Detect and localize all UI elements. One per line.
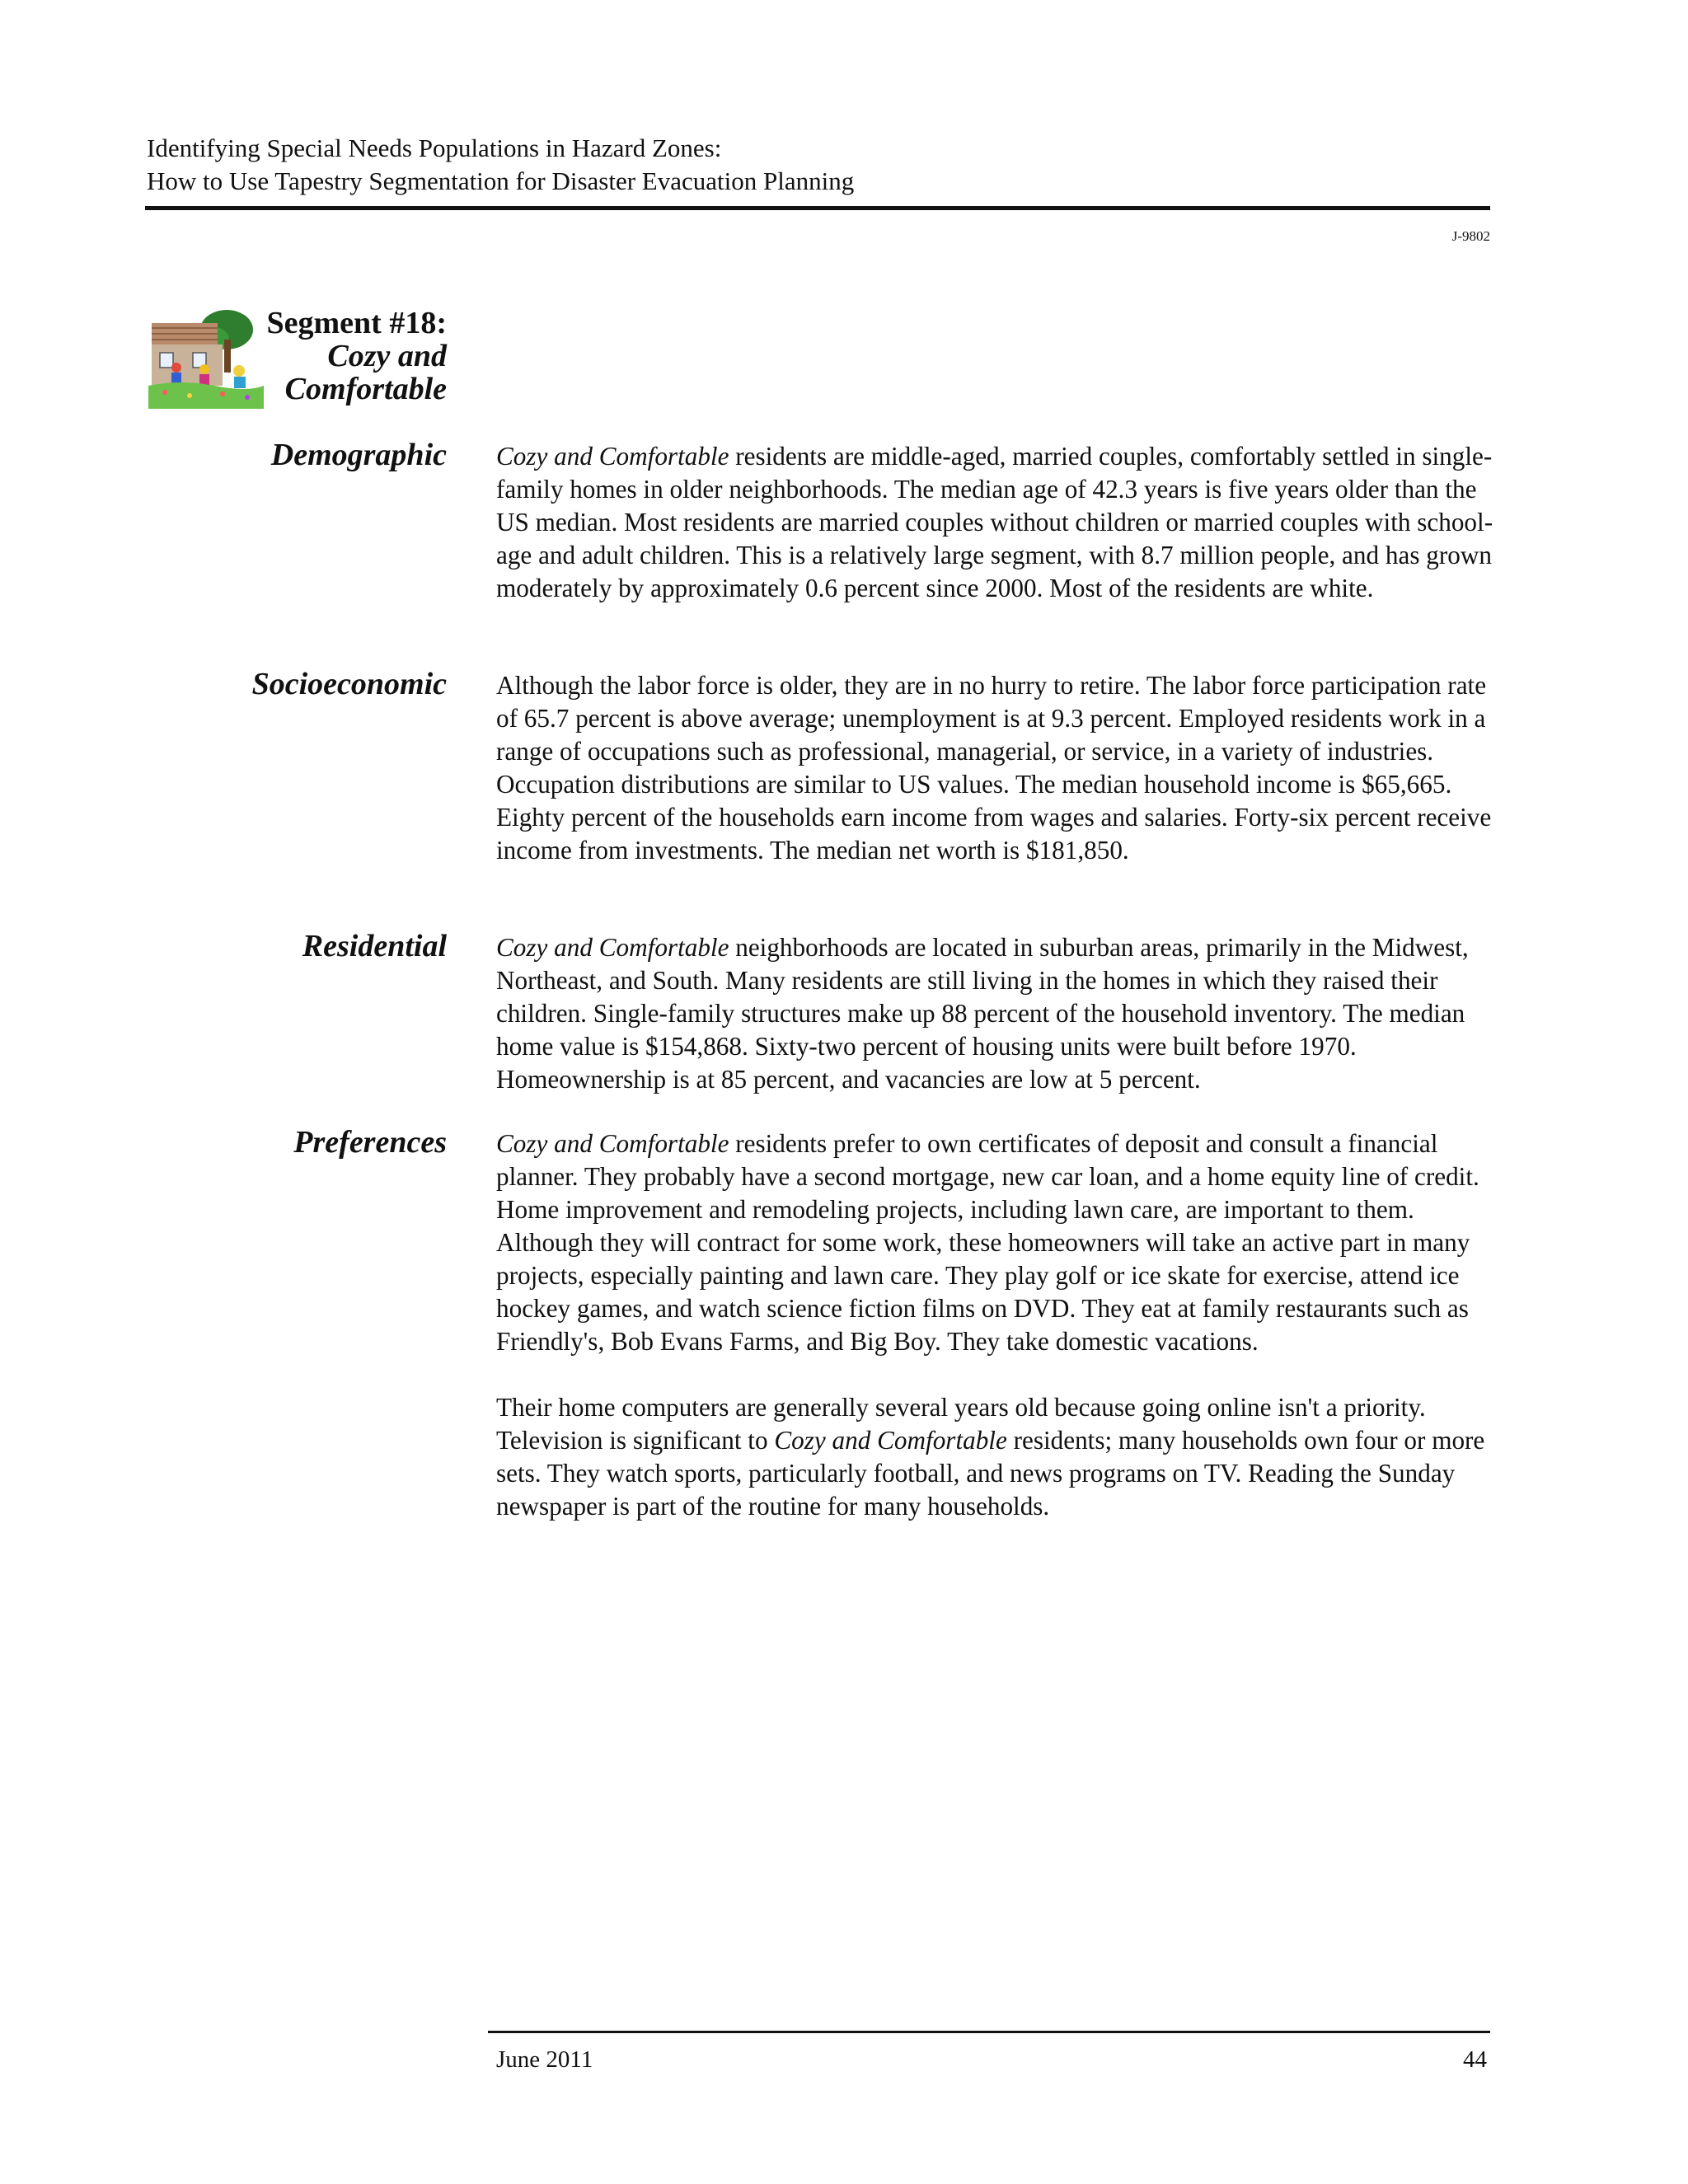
header-title-line2: How to Use Tapestry Segmentation for Disaster Evacuation Planning	[147, 166, 855, 195]
residential-heading: Residential	[302, 929, 447, 963]
demographic-paragraph: Cozy and Comfortable residents are middle-aged, married couples, comfortably settled in single-family homes in older neighborhoods. The median age of 42.3 years is five years older than the US median. Most residents are married couples without children or married couples with school-age and adult children. This is a relatively large segment, with 8.7 million people, and has grown moderately by approximately 0.6 percent since 2000. Most of the residents are white.	[496, 442, 1493, 602]
page-number: 44	[1463, 2046, 1487, 2073]
footer-date: June 2011	[496, 2046, 593, 2073]
socioeconomic-paragraph: Although the labor force is older, they are in no hurry to retire. The labor force participation rate of 65.7 percent is above average; unemployment is at 9.3 percent. Employed residents work in a range of occupations such as professional, managerial, or service, in a variety of industries. Occupation distributions are similar to US values. The median household income is $65,665. Eighty percent of the households earn income from wages and salaries. Forty-six percent receive income from investments. The median net worth is $181,850.	[496, 671, 1492, 865]
segment-name-inline: Cozy and Comfortable	[496, 442, 729, 471]
document-header	[147, 132, 1490, 198]
segment-title	[239, 307, 447, 405]
preferences-heading: Preferences	[293, 1125, 447, 1160]
preferences-paragraph-1: Cozy and Comfortable residents prefer to own certificates of deposit and consult a financial planner. They probably have a second mortgage, new car loan, and a home equity line of credit. Home improvement and remodeling projects, including lawn care, are important to them. Although they will contract for some work, these homeowners will take an active part in many projects, especially painting and lawn care. They play golf or ice skate for exercise, attend ice hockey games, and watch science fiction films on DVD. They eat at family restaurants such as Friendly's, Bob Evans Farms, and Big Boy. They take domestic vacations.	[496, 1129, 1479, 1356]
segment-name-inline: Cozy and Comfortable	[496, 933, 729, 962]
segment-name-line1: Cozy and	[327, 339, 447, 373]
residential-paragraph: Cozy and Comfortable neighborhoods are located in suburban areas, primarily in the Midwest, Northeast, and South. Many residents are still living in the homes in which they raised their children. Single-family structures make up 88 percent of the household inventory. The median home value is $154,868. Sixty-two percent of housing units were built before 1970. Homeownership is at 85 percent, and vacancies are low at 5 percent.	[496, 933, 1469, 1094]
socioeconomic-body	[496, 669, 1493, 867]
header-divider	[145, 206, 1490, 210]
segment-number: Segment #18:	[266, 306, 447, 340]
demographic-body	[496, 440, 1493, 605]
preferences-paragraph-2: Their home computers are generally several years old because going online isn't a priority. Television is significant to Cozy and Comfortable residents; many households own four or more sets. They watch sports, particularly football, and news programs on TV. Reading the Sunday newspaper is part of the routine for many households.	[496, 1393, 1485, 1521]
footer-divider	[488, 2031, 1490, 2033]
segment-name-inline: Cozy and Comfortable	[774, 1426, 1007, 1455]
socioeconomic-heading: Socioeconomic	[251, 667, 447, 701]
demographic-heading: Demographic	[270, 438, 447, 472]
header-title-line1: Identifying Special Needs Populations in Hazard Zones:	[147, 134, 722, 162]
residential-body	[496, 931, 1493, 1096]
preferences-body	[496, 1127, 1493, 1523]
document-id: J-9802	[1451, 228, 1490, 244]
segment-name-inline: Cozy and Comfortable	[496, 1129, 729, 1158]
segment-name-line2: Comfortable	[284, 372, 447, 406]
